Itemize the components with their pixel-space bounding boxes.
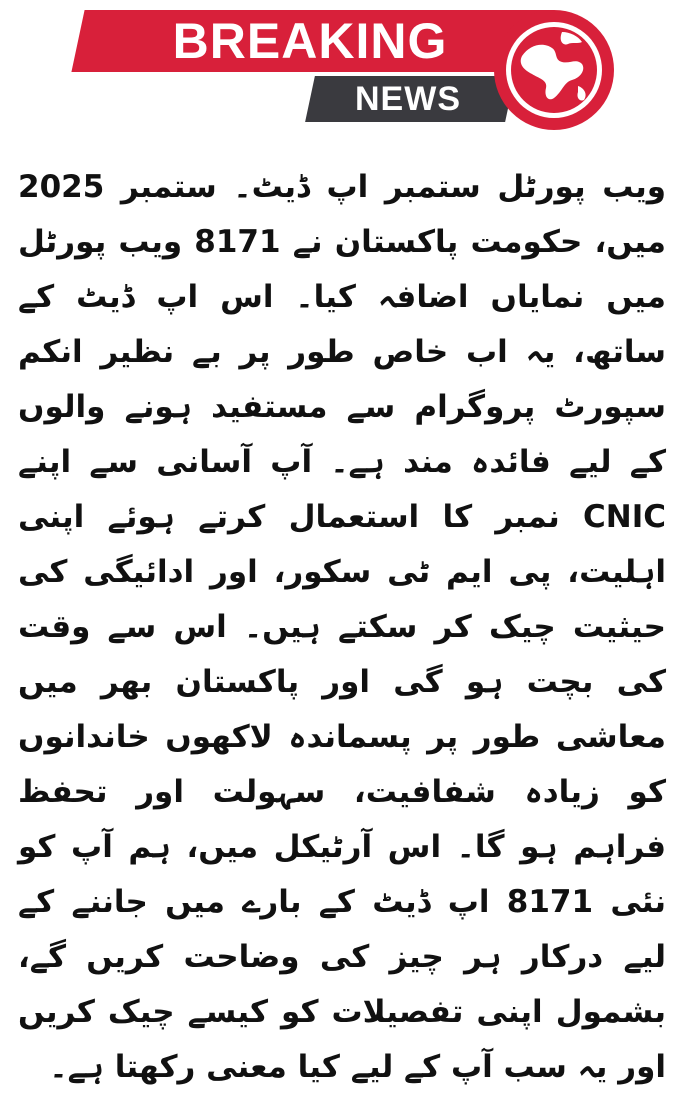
breaking-label: BREAKING xyxy=(172,13,448,69)
globe-icon xyxy=(492,8,616,132)
article-body: ویب پورٹل ستمبر اپ ڈیٹ۔ ستمبر 2025 میں، حکومت پاکستان نے 8171 ویب پورٹل میں نمایاں اضافہ کیا۔ اس اپ ڈیٹ کے ساتھ، یہ اب خاص طور پر بے نظیر انکم سپورٹ پروگرام سے مستفید ہونے والوں کے لیے فائدہ مند ہے۔ آپ آسانی سے اپنے CNIC نمبر کا استعمال کرتے ہوئے اپنی اہلیت، پی ایم ٹی سکور، اور ادائیگی کی حیثیت چیک کر سکتے ہیں۔ اس سے وقت کی بچت ہو گی اور پاکستان بھر میں معاشی طور پر پسماندہ لاکھوں خاندانوں کو زیادہ شفافیت، سہولت اور تحفظ فراہم ہو گا۔ اس آرٹیکل میں، ہم آپ کو نئی 8171 اپ ڈیٹ کے بارے میں جاننے کے لیے درکار ہر چیز کی وضاحت کریں گے، بشمول اپنی تفصیلات کو کیسے چیک کریں اور یہ سب آپ کے لیے کیا معنی رکھتا ہے۔ xyxy=(18,169,666,1085)
news-label: NEWS xyxy=(355,80,461,118)
breaking-news-banner xyxy=(0,0,683,150)
